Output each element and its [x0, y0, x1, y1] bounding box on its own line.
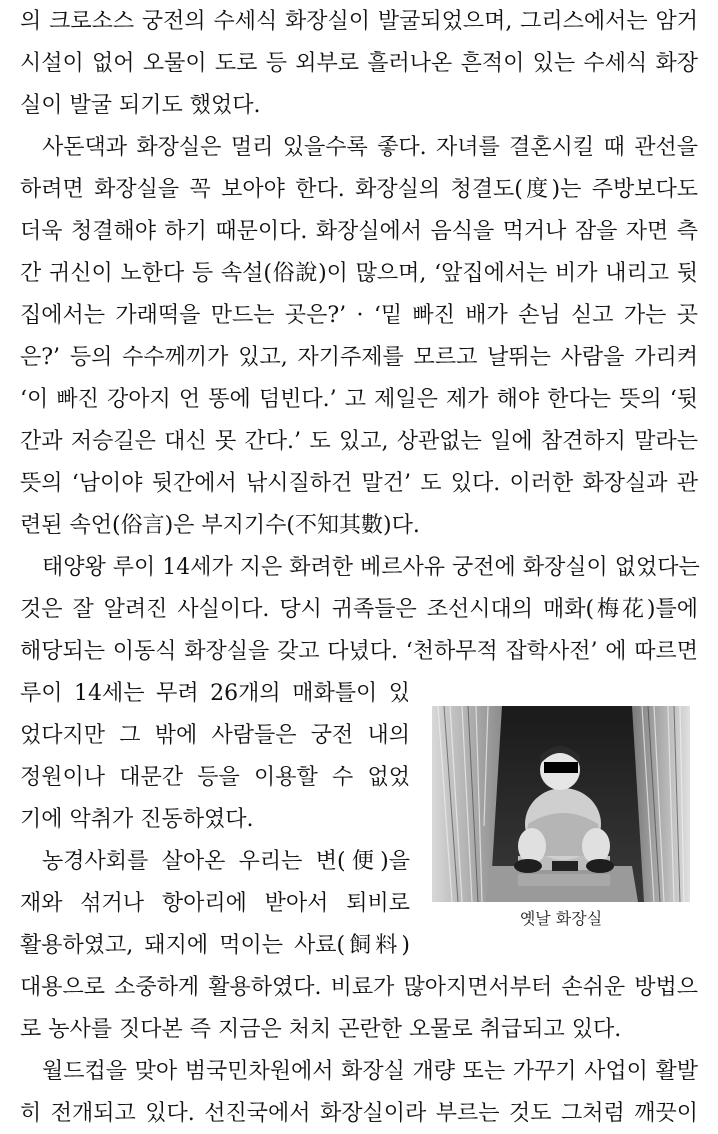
text-line: 하려면 화장실을 꼭 보아야 한다. 화장실의 청결도(度)는 주방보다도 — [20, 177, 698, 202]
text-line: 히 전개되고 있다. 선진국에서 화장실이라 부르는 것도 그처럼 깨끗이 — [20, 1101, 698, 1126]
text-line: 해당되는 이동식 화장실을 갖고 다녔다. ‘천하무적 잡학사전’ 에 따르면 — [20, 639, 698, 664]
text-line: 집에서는 가래떡을 만드는 곳은?’ · ‘밑 빠진 배가 손님 싣고 가는 곳 — [20, 303, 698, 328]
text-line: 정원이나 대문간 등을 이용할 수 없었 — [20, 765, 410, 790]
outhouse-photo-drawing — [432, 706, 690, 902]
text-line: 월드컵을 맞아 범국민차원에서 화장실 개량 또는 가꾸기 사업이 활발 — [42, 1059, 698, 1084]
text-line: 시설이 없어 오물이 도로 등 외부로 흘러나온 흔적이 있는 수세식 화장 — [20, 51, 698, 76]
text-line: 태양왕 루이 14세가 지은 화려한 베르사유 궁전에 화장실이 없었다는 — [42, 555, 700, 580]
text-line: 사돈댁과 화장실은 멀리 있을수록 좋다. 자녀를 결혼시킬 때 관선을 — [42, 135, 698, 160]
text-line: 루이 14세는 무려 26개의 매화틀이 있 — [20, 681, 410, 706]
text-line: 재와 섞거나 항아리에 받아서 퇴비로 — [20, 891, 410, 916]
text-line: 었다지만 그 밖에 사람들은 궁전 내의 — [20, 723, 410, 748]
text-line: 뜻의 ‘남이야 뒷간에서 낚시질하건 말건’ 도 있다. 이러한 화장실과 관 — [20, 471, 698, 496]
text-line: 련된 속언(俗言)은 부지기수(不知其數)다. — [20, 513, 420, 538]
text-line: 기에 악취가 진동하였다. — [20, 807, 254, 832]
text-line: 농경사회를 살아온 우리는 변(便)을 — [42, 849, 410, 874]
text-line: 대용으로 소중하게 활용하였다. 비료가 많아지면서부터 손쉬운 방법으 — [20, 975, 698, 1000]
outhouse-photo — [432, 706, 690, 902]
figure-caption: 옛날 화장실 — [519, 909, 603, 928]
text-line: 것은 잘 알려진 사실이다. 당시 귀족들은 조선시대의 매화(梅花)틀에 — [20, 597, 698, 622]
text-line: 은?’ 등의 수수께끼가 있고, 자기주제를 모르고 날뛰는 사람을 가리켜 — [20, 345, 698, 370]
text-line: 더욱 청결해야 하기 때문이다. 화장실에서 음식을 먹거나 잠을 자면 측 — [20, 219, 698, 244]
text-line: ‘이 빠진 강아지 언 똥에 덤빈다.’ 고 제일은 제가 해야 한다는 뜻의 ‘뒷 — [20, 387, 698, 412]
text-line: 의 크로소스 궁전의 수세식 화장실이 발굴되었으며, 그리스에서는 암거 — [20, 9, 698, 34]
text-line: 활용하였고, 돼지에 먹이는 사료(飼料) — [20, 933, 410, 958]
text-line: 로 농사를 짓다본 즉 지금은 처치 곤란한 오물로 취급되고 있다. — [20, 1017, 622, 1042]
text-line: 간 귀신이 노한다 등 속설(俗說)이 많으며, ‘앞집에서는 비가 내리고 뒷 — [20, 261, 698, 286]
text-line: 간과 저승길은 대신 못 간다.’ 도 있고, 상관없는 일에 참견하지 말라는 — [20, 429, 698, 454]
text-line: 실이 발굴 되기도 했었다. — [20, 93, 261, 118]
